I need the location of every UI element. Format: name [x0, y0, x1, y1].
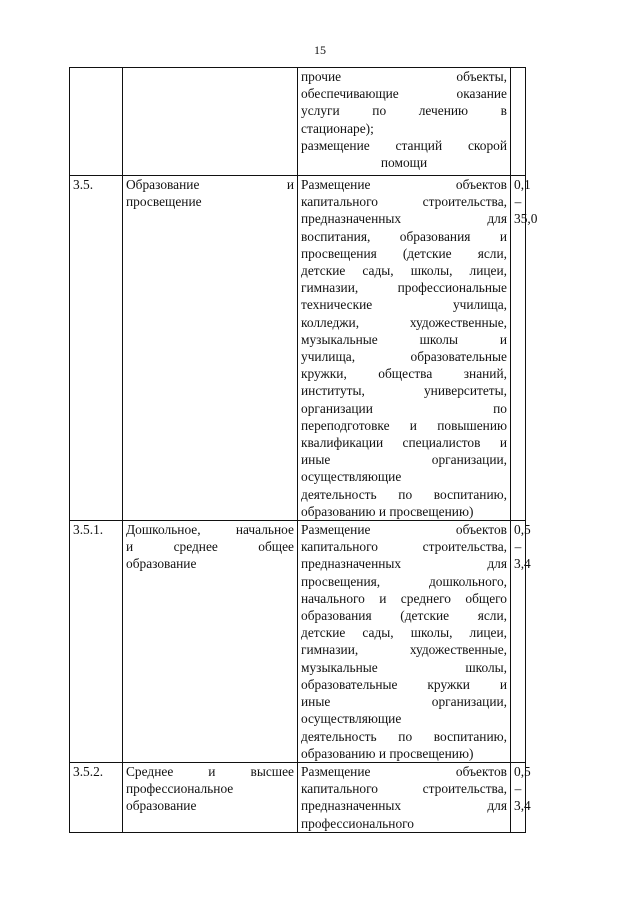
description-line: детские сады, школы, лицеи,	[301, 625, 507, 641]
description-line: капитального строительства,	[301, 539, 507, 555]
description-line: иные организации,	[301, 694, 507, 710]
table-row	[70, 762, 526, 832]
description-line: начального и среднего общего	[301, 590, 507, 606]
description-line: гимназии, художественные,	[301, 642, 507, 658]
description-line: размещение станций скорой	[301, 137, 507, 153]
land-use-table	[69, 67, 538, 833]
description-cell	[298, 68, 511, 176]
table-row	[70, 176, 526, 521]
use-type-name-line: образование	[126, 556, 197, 572]
use-type-name-line: Дошкольное, начальное	[126, 522, 294, 538]
description-line: кружки, общества знаний,	[301, 366, 507, 382]
description-line: деятельность по воспитанию,	[301, 728, 507, 744]
use-type-name-cell	[123, 68, 298, 176]
description-line: капитального строительства,	[301, 781, 507, 797]
description-line: обеспечивающие оказание	[301, 86, 507, 102]
area-range-cell: 0,1 – 35,0	[511, 176, 526, 521]
table-row	[70, 521, 526, 763]
use-type-name-cell	[123, 521, 298, 763]
description-cell	[298, 762, 511, 832]
description-line: Размещение объектов	[301, 177, 507, 192]
description-line: профессионального	[301, 815, 414, 831]
description-line: предназначенных для	[301, 556, 507, 572]
use-type-name-line: просвещение	[126, 194, 202, 210]
table-body	[70, 68, 538, 833]
description-line: прочие объекты,	[301, 69, 507, 84]
description-line: стационаре);	[301, 120, 374, 136]
description-line: услуги по лечению в	[301, 103, 507, 119]
description-line: организации по	[301, 400, 507, 416]
description-line: просвещения (детские ясли,	[301, 245, 507, 261]
description-line: воспитания, образования и	[301, 228, 507, 244]
code-cell	[70, 68, 123, 176]
description-line: помощи	[380, 155, 428, 171]
description-line: образовательные кружки и	[301, 676, 507, 692]
description-line: предназначенных для	[301, 798, 507, 814]
description-cell	[298, 521, 511, 763]
use-type-name-line: Среднее и высшее	[126, 763, 294, 779]
area-range-cell: 0,5 – 3,4	[511, 762, 526, 832]
description-line: Размещение объектов	[301, 763, 507, 779]
description-line: квалификации специалистов и	[301, 435, 507, 451]
description-cell	[298, 176, 511, 521]
description-line: колледжи, художественные,	[301, 314, 507, 330]
code-cell: 3.5.2.	[70, 762, 123, 832]
use-type-name-line: профессиональное	[126, 781, 234, 797]
description-line: Размещение объектов	[301, 522, 507, 538]
area-range-cell: 0,5 – 3,4	[511, 521, 526, 763]
description-line: музыкальные школы,	[301, 659, 507, 675]
description-line: музыкальные школы и	[301, 331, 507, 347]
use-type-name-line: образование	[126, 798, 197, 814]
description-line: детские сады, школы, лицеи,	[301, 263, 507, 279]
use-type-name-line: и среднее общее	[126, 539, 294, 555]
use-type-name-cell	[123, 176, 298, 521]
description-line: просвещения, дошкольного,	[301, 573, 507, 589]
use-type-name-line: Образование и	[126, 177, 294, 192]
description-line: осуществляющие	[301, 469, 402, 485]
description-line: осуществляющие	[301, 711, 402, 727]
description-line: образованию и просвещению)	[301, 503, 474, 519]
use-type-name-cell	[123, 762, 298, 832]
description-line: предназначенных для	[301, 211, 507, 227]
description-line: гимназии, профессиональные	[301, 280, 507, 296]
code-cell: 3.5.1.	[70, 521, 123, 763]
description-line: технические училища,	[301, 297, 507, 313]
table-row	[70, 68, 526, 176]
code-cell: 3.5.	[70, 176, 123, 521]
description-line: образованию и просвещению)	[301, 745, 474, 761]
area-range-cell	[511, 68, 526, 176]
description-line: капитального строительства,	[301, 194, 507, 210]
description-line: деятельность по воспитанию,	[301, 486, 507, 502]
description-line: переподготовке и повышению	[301, 417, 507, 433]
page-number: 15	[314, 43, 326, 57]
description-line: образования (детские ясли,	[301, 608, 507, 624]
description-line: иные организации,	[301, 452, 507, 468]
description-line: училища, образовательные	[301, 349, 507, 365]
description-line: институты, университеты,	[301, 383, 507, 399]
